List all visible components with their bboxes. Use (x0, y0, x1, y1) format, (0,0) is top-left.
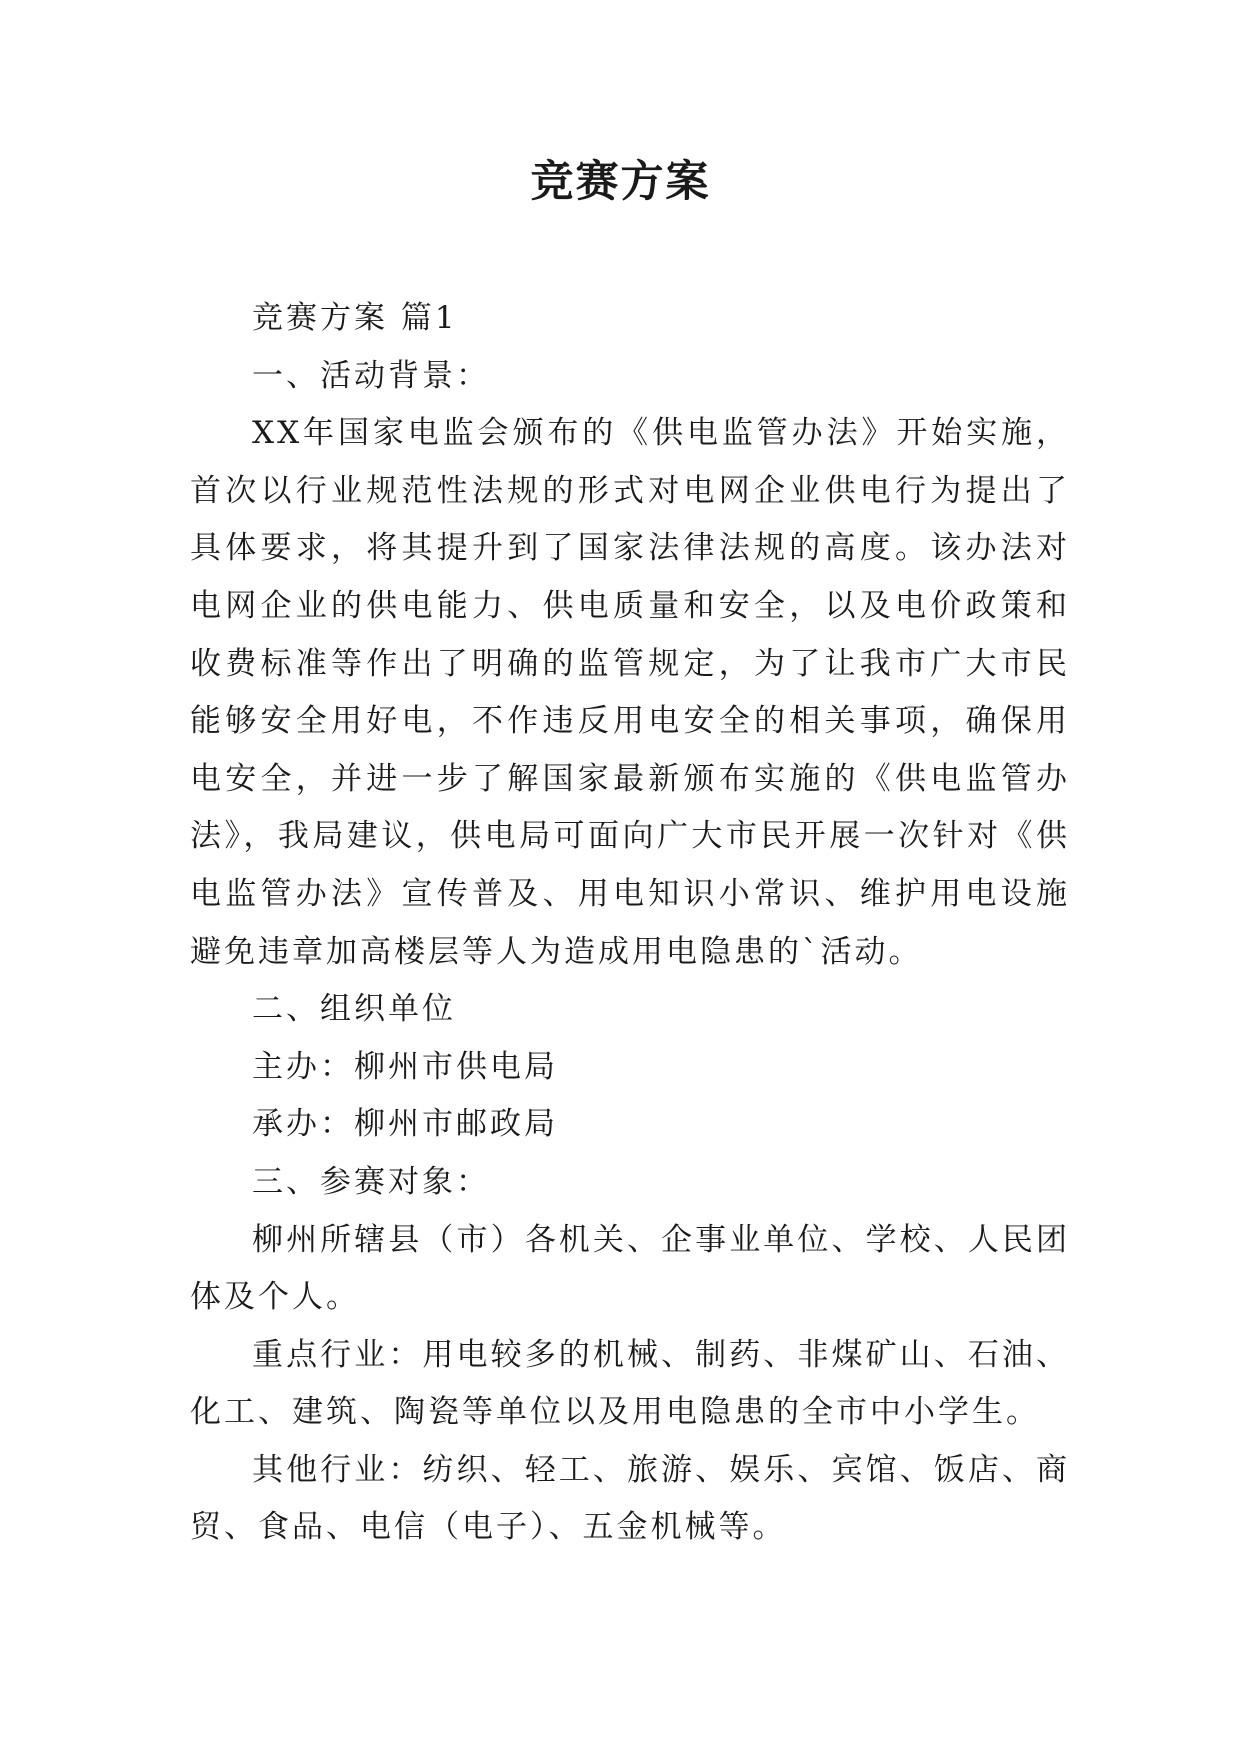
body-paragraph: XX年国家电监会颁布的《供电监管办法》开始实施，首次以行业规范性法规的形式对电网企业供电行为提出了具体要求，将其提升到了国家法律法规的高度。该办法对电网企业的供电能力、供电质量和安全，以及电价政策和收费标准等作出了明确的监管规定，为了让我市广大市民能够安全用好电，不作违反用电安全的相关事项，确保用电安全，并进一步了解国家最新颁布实施的《供电监管办法》，我局建议，供电局可面向广大市民开展一次针对《供电监管办法》宣传普及、用电知识小常识、维护用电设施避免违章加高楼层等人为造成用电隐患的`活动。 (190, 415, 1070, 970)
section-heading: 竞赛方案 篇1 (252, 300, 458, 336)
body-paragraph: 重点行业：用电较多的机械、制药、非煤矿山、石油、化工、建筑、陶瓷等单位以及用电隐患的全市中小学生。 (190, 1336, 1070, 1431)
body-paragraph: 主办：柳州市供电局 (252, 1048, 558, 1085)
document-title: 竞赛方案 (530, 157, 711, 207)
document-body (190, 290, 1070, 1557)
body-paragraph: 承办：柳州市邮政局 (252, 1106, 558, 1143)
body-paragraph: 柳州所辖县（市）各机关、企事业单位、学校、人民团体及个人。 (190, 1221, 1070, 1316)
subsection-heading: 二、组织单位 (252, 991, 456, 1028)
subsection-heading: 一、活动背景： (252, 357, 490, 394)
body-paragraph: 其他行业：纺织、轻工、旅游、娱乐、宾馆、饭店、商贸、食品、电信（电子）、五金机械等。 (190, 1451, 1070, 1546)
subsection-heading: 三、参赛对象： (252, 1163, 490, 1200)
